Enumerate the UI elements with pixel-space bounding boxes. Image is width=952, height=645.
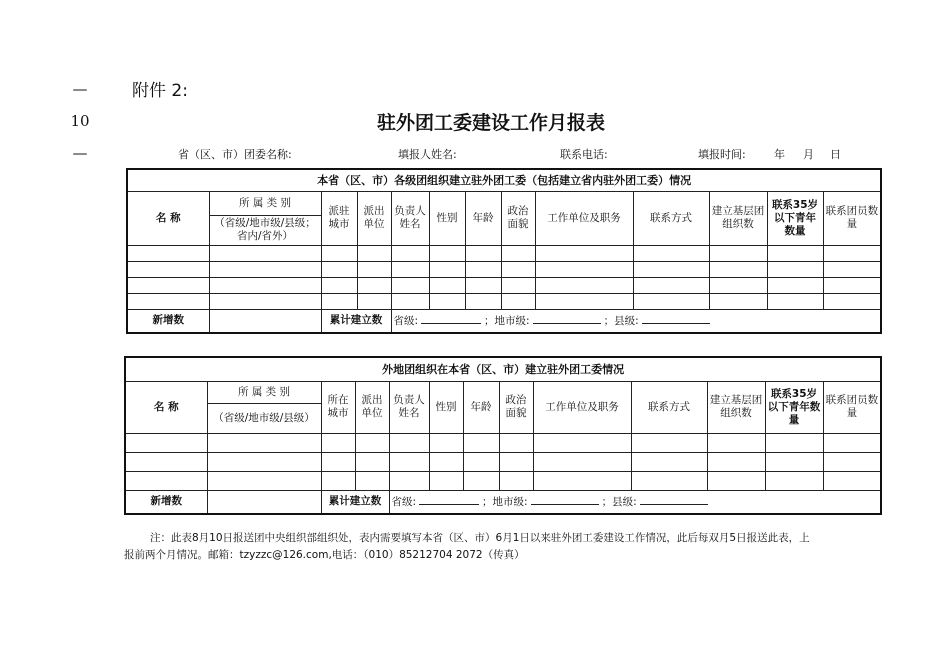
table-cell[interactable] (465, 293, 501, 309)
table-cell[interactable] (767, 277, 823, 293)
table-cell[interactable] (429, 245, 465, 261)
table2-col-political: 政治面貌 (499, 381, 533, 433)
table-cell[interactable] (501, 277, 535, 293)
table-cell[interactable] (321, 245, 357, 261)
table-cell[interactable] (127, 277, 209, 293)
table1-col-name: 名 称 (127, 191, 209, 245)
table-cell[interactable] (465, 261, 501, 277)
table1-col-youth: 联系35岁以下青年数量 (767, 191, 823, 245)
table-cell[interactable] (709, 261, 767, 277)
external-committee-table (124, 356, 882, 515)
reporter-label: 填报人姓名: (398, 148, 457, 161)
table2-county-level: ；县级: (601, 496, 637, 509)
table2-level-breakdown (389, 490, 881, 514)
table-cell[interactable] (429, 471, 463, 490)
table-cell[interactable] (125, 471, 207, 490)
province-label: 省（区、市）团委名称: (178, 148, 292, 161)
table-cell[interactable] (391, 277, 429, 293)
table-cell[interactable] (535, 277, 633, 293)
table-cell[interactable] (709, 293, 767, 309)
table-cell[interactable] (391, 261, 429, 277)
table1-cumulative-label: 累计建立数 (321, 309, 391, 333)
table2-province-blank[interactable] (419, 494, 479, 505)
table-cell[interactable] (767, 245, 823, 261)
table-cell[interactable] (709, 277, 767, 293)
table-cell[interactable] (463, 471, 499, 490)
table-cell[interactable] (707, 452, 765, 471)
table-cell[interactable] (357, 293, 391, 309)
table-cell[interactable] (357, 261, 391, 277)
table-cell[interactable] (355, 471, 389, 490)
table-cell[interactable] (767, 293, 823, 309)
table-cell[interactable] (389, 433, 429, 452)
table-cell[interactable] (499, 452, 533, 471)
table-row (127, 245, 881, 261)
table-cell[interactable] (499, 433, 533, 452)
table-cell[interactable] (127, 261, 209, 277)
table-cell[interactable] (631, 471, 707, 490)
table1-col-unit: 派出单位 (357, 191, 391, 245)
table1-col-city: 派驻城市 (321, 191, 357, 245)
table2-new-value[interactable] (207, 490, 321, 514)
table-cell[interactable] (321, 293, 357, 309)
table2-col-contact: 联系方式 (631, 381, 707, 433)
table-cell[interactable] (429, 293, 465, 309)
table-cell[interactable] (391, 245, 429, 261)
table1-col-leader: 负责人姓名 (391, 191, 429, 245)
page-title: 驻外团工委建设工作月报表 (376, 112, 605, 134)
table-cell[interactable] (429, 433, 463, 452)
table-cell[interactable] (533, 471, 631, 490)
table-row (125, 452, 881, 471)
table-cell[interactable] (207, 452, 321, 471)
table2-col-category-sub: （省级/地市级/县级） (207, 403, 321, 433)
table2-new-label: 新增数 (125, 490, 207, 514)
table2-col-gender: 性别 (429, 381, 463, 433)
table2-col-org-count: 建立基层团组织数 (707, 381, 765, 433)
table-cell[interactable] (465, 277, 501, 293)
date-day: 日 (830, 148, 841, 161)
table2-cumulative-label: 累计建立数 (321, 490, 389, 514)
table2-col-members: 联系团员数量 (823, 381, 881, 433)
table1-level-breakdown (391, 309, 881, 333)
table1-col-gender: 性别 (429, 191, 465, 245)
table2-county-blank[interactable] (640, 494, 708, 505)
table1-province-blank[interactable] (421, 313, 481, 324)
table1-city-blank[interactable] (533, 313, 601, 324)
table2-col-youth: 联系35岁以下青年数量 (765, 381, 823, 433)
table-cell[interactable] (707, 471, 765, 490)
table-cell[interactable] (501, 245, 535, 261)
table-cell[interactable] (209, 245, 321, 261)
table-cell[interactable] (823, 452, 881, 471)
table1-county-level: ；县级: (603, 315, 639, 328)
table-cell[interactable] (463, 433, 499, 452)
table1-county-blank[interactable] (642, 313, 710, 324)
table1-province-level: 省级: (393, 315, 419, 328)
table-row (127, 293, 881, 309)
table-row (127, 277, 881, 293)
table-cell[interactable] (533, 433, 631, 452)
table-cell[interactable] (631, 452, 707, 471)
table-cell[interactable] (765, 433, 823, 452)
table-cell[interactable] (321, 471, 355, 490)
table1-new-label: 新增数 (127, 309, 209, 333)
table2-col-name: 名 称 (125, 381, 207, 433)
attachment-label: 附件 2: (132, 81, 188, 101)
table2-col-city: 所在城市 (321, 381, 355, 433)
table1-summary-row (127, 309, 881, 333)
table-cell[interactable] (207, 433, 321, 452)
date-label: 填报时间: (698, 148, 746, 161)
table1-col-members: 联系团员数量 (823, 191, 881, 245)
footnote-line-2: 报前两个月情况。邮箱：tzyzzc@126.com,电话：（010）85212704 2072（传真） (124, 549, 525, 561)
table-cell[interactable] (499, 471, 533, 490)
table-cell[interactable] (823, 433, 881, 452)
table-cell[interactable] (633, 245, 709, 261)
table-cell[interactable] (501, 261, 535, 277)
table1-col-org-count: 建立基层团组织数 (709, 191, 767, 245)
table2-col-category: 所 属 类 别 (207, 381, 321, 403)
table-cell[interactable] (429, 277, 465, 293)
table-cell[interactable] (631, 433, 707, 452)
table2-city-level: ；地市级: (482, 496, 528, 509)
table-cell[interactable] (633, 261, 709, 277)
table-cell[interactable] (767, 261, 823, 277)
table2-summary-row (125, 490, 881, 514)
table-cell[interactable] (765, 452, 823, 471)
page-number-value: 10 (70, 112, 90, 130)
domestic-committee-table (126, 168, 882, 334)
table-cell[interactable] (207, 471, 321, 490)
footnote-line-1: 注：此表8月10日报送团中央组织部组织处，表内需要填写本省（区、市）6月1日以来驻外团工委建设工作情况，此后每双月5日报送此表，上 (150, 532, 810, 544)
table-cell[interactable] (355, 452, 389, 471)
table-cell[interactable] (209, 293, 321, 309)
table-cell[interactable] (127, 245, 209, 261)
table-cell[interactable] (823, 245, 881, 261)
table-cell[interactable] (535, 293, 633, 309)
table-cell[interactable] (535, 245, 633, 261)
table1-col-category: 所 属 类 别 (209, 191, 321, 215)
page-number-dash-top: — (72, 80, 88, 98)
table-cell[interactable] (389, 471, 429, 490)
table1-caption: 本省（区、市）各级团组织建立驻外团工委（包括建立省内驻外团工委）情况 (127, 169, 881, 191)
table-cell[interactable] (389, 452, 429, 471)
table-cell[interactable] (823, 471, 881, 490)
table1-col-category-sub: （省级/地市级/县级；省内/省外） (209, 215, 321, 245)
date-year: 年 (774, 148, 785, 161)
table-row (125, 471, 881, 490)
table-cell[interactable] (535, 261, 633, 277)
table-cell[interactable] (209, 277, 321, 293)
table-cell[interactable] (127, 293, 209, 309)
table-cell[interactable] (823, 277, 881, 293)
table-cell[interactable] (125, 452, 207, 471)
page-number-dash-bottom: — (72, 144, 88, 162)
table2-caption: 外地团组织在本省（区、市）建立驻外团工委情况 (125, 357, 881, 381)
table1-col-age: 年龄 (465, 191, 501, 245)
table2-col-leader: 负责人姓名 (389, 381, 429, 433)
table-cell[interactable] (533, 452, 631, 471)
table2-province-level: 省级: (391, 496, 417, 509)
table-cell[interactable] (633, 277, 709, 293)
table-cell[interactable] (355, 433, 389, 452)
table2-col-work: 工作单位及职务 (533, 381, 631, 433)
table-cell[interactable] (429, 261, 465, 277)
table-cell[interactable] (357, 245, 391, 261)
table1-city-level: ；地市级: (484, 315, 530, 328)
date-month: 月 (803, 148, 814, 161)
table-row (127, 261, 881, 277)
table-cell[interactable] (633, 293, 709, 309)
table-cell[interactable] (357, 277, 391, 293)
phone-label: 联系电话: (560, 148, 608, 161)
table1-col-contact: 联系方式 (633, 191, 709, 245)
table1-new-value[interactable] (209, 309, 321, 333)
table-cell[interactable] (709, 245, 767, 261)
table-cell[interactable] (765, 471, 823, 490)
table-cell[interactable] (321, 277, 357, 293)
table-cell[interactable] (321, 452, 355, 471)
table-cell[interactable] (501, 293, 535, 309)
table2-city-blank[interactable] (531, 494, 599, 505)
table-cell[interactable] (823, 293, 881, 309)
table-cell[interactable] (391, 293, 429, 309)
table-cell[interactable] (823, 261, 881, 277)
table2-col-unit: 派出单位 (355, 381, 389, 433)
table-cell[interactable] (321, 433, 355, 452)
table1-col-political: 政治面貌 (501, 191, 535, 245)
footnote (124, 530, 884, 564)
table-cell[interactable] (707, 433, 765, 452)
table-cell[interactable] (321, 261, 357, 277)
table-row (125, 433, 881, 452)
table1-col-work: 工作单位及职务 (535, 191, 633, 245)
table-cell[interactable] (463, 452, 499, 471)
table-cell[interactable] (125, 433, 207, 452)
table-cell[interactable] (209, 261, 321, 277)
table2-col-age: 年龄 (463, 381, 499, 433)
table-cell[interactable] (465, 245, 501, 261)
table-cell[interactable] (429, 452, 463, 471)
